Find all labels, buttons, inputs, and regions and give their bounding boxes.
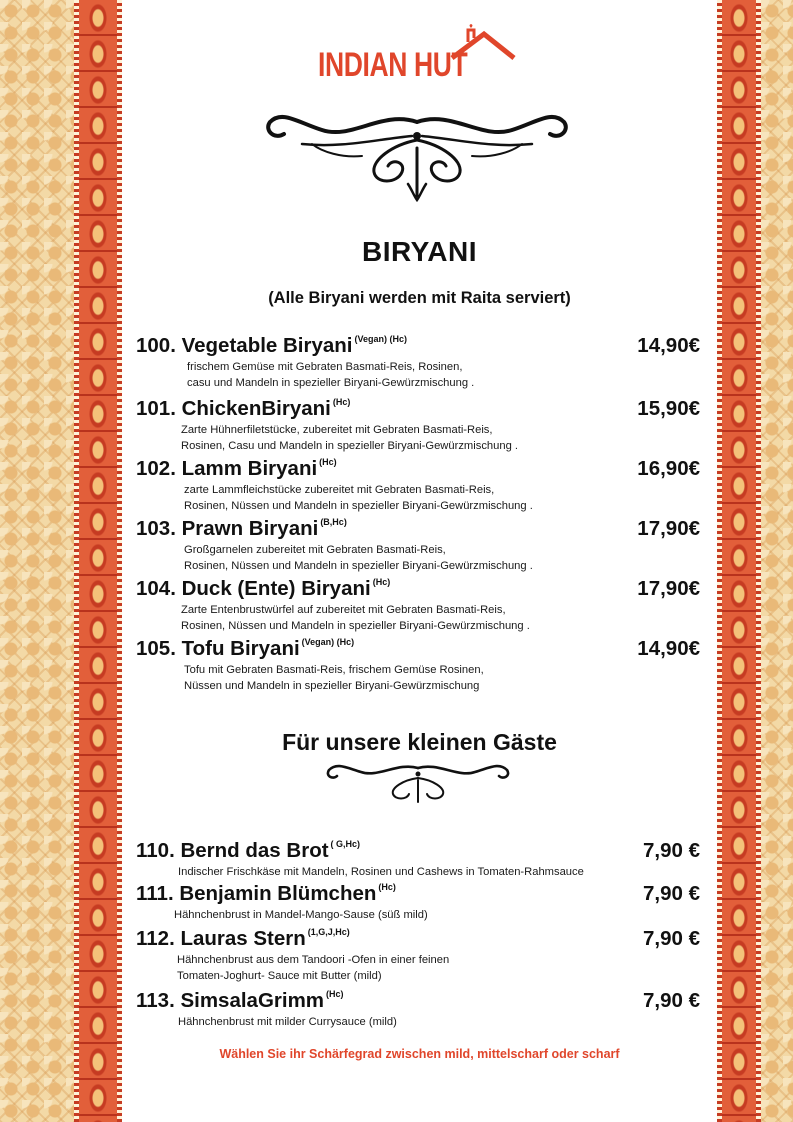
restaurant-logo (318, 24, 518, 94)
item-name: 104. Duck (Ente) Biryani (136, 577, 371, 600)
item-name: 100. Vegetable Biryani (136, 334, 353, 357)
item-description: Indischer Frischkäse mit Mandeln, Rosinen und Cashews in Tomaten-Rahmsauce (178, 866, 584, 878)
menu-item (136, 397, 700, 454)
item-description: Rosinen, Nüssen und Mandeln in spezieller Biryani-Gewürzmischung . (181, 620, 530, 632)
item-price: 14,90€ (637, 334, 700, 357)
allergen-tags: (Hc) (372, 577, 391, 587)
item-price: 7,90 € (643, 882, 700, 905)
allergen-tags: (Vegan) (Hc) (301, 637, 355, 647)
item-price: 17,90€ (637, 517, 700, 540)
item-name: 101. ChickenBiryani (136, 397, 331, 420)
item-price: 14,90€ (637, 637, 700, 660)
menu-item (136, 882, 700, 923)
menu-item (136, 577, 700, 634)
item-description: Rosinen, Nüssen und Mandeln in spezieller Biryani-Gewürzmischung . (184, 560, 533, 572)
allergen-tags: (Hc) (326, 989, 344, 999)
item-description: Zarte Hühnerfiletstücke, zubereitet mit Gebraten Basmati-Reis, (181, 424, 493, 436)
item-price: 16,90€ (637, 457, 700, 480)
item-name: 110. Bernd das Brot (136, 839, 329, 862)
item-name: 105. Tofu Biryani (136, 637, 300, 660)
allergen-tags: (Hc) (319, 457, 337, 467)
menu-item (136, 457, 700, 514)
item-description: Rosinen, Casu und Mandeln in spezieller Biryani-Gewürzmischung . (181, 440, 519, 452)
allergen-tags: (Hc) (332, 397, 351, 407)
menu-item (136, 637, 700, 694)
item-description: Rosinen, Nüssen und Mandeln in spezieller Biryani-Gewürzmischung . (184, 500, 533, 512)
item-description: Nüssen und Mandeln in spezieller Biryani-Gewürzmischung (184, 680, 480, 692)
kids-section-title: Für unsere kleinen Gäste (282, 729, 557, 755)
raita-note: (Alle Biryani werden mit Raita serviert) (268, 289, 571, 307)
item-name: 113. SimsalaGrimm (136, 989, 325, 1012)
item-name: 111. Benjamin Blümchen (136, 882, 377, 905)
menu-item (136, 334, 700, 391)
item-description: Hähnchenbrust mit milder Currysauce (mild) (178, 1016, 397, 1028)
item-price: 7,90 € (643, 927, 700, 950)
item-description: zarte Lammfleichstücke zubereitet mit Gebraten Basmati-Reis, (184, 484, 495, 496)
page-title: BIRYANI (361, 236, 477, 267)
item-description: casu und Mandeln in spezieller Biryani-Gewürzmischung . (187, 377, 475, 389)
item-name: 112. Lauras Stern (136, 927, 306, 950)
item-description: Hähnchenbrust in Mandel-Mango-Sause (süß mild) (174, 909, 428, 921)
item-price: 15,90€ (637, 397, 700, 420)
item-name: 102. Lamm Biryani (136, 457, 318, 480)
item-price: 7,90 € (643, 839, 700, 862)
logo-text: INDIAN HUT (318, 46, 468, 84)
menu-item (136, 839, 700, 880)
item-description: Tofu mit Gebraten Basmati-Reis, frischem Gemüse Rosinen, (184, 664, 484, 676)
allergen-tags: (Hc) (378, 882, 396, 892)
item-description: Zarte Entenbrustwürfel auf zubereitet mit Gebraten Basmati-Reis, (181, 604, 506, 616)
menu-item (136, 989, 700, 1030)
ornament-flourish-top (262, 100, 572, 210)
spice-level-note: Wählen Sie ihr Schärfegrad zwischen mild, mittelscharf oder scharf (219, 1047, 620, 1061)
menu-item (136, 927, 700, 984)
item-description: Hähnchenbrust aus dem Tandoori -Ofen in einer feinen (177, 954, 450, 966)
item-price: 7,90 € (643, 989, 700, 1012)
allergen-tags: (B,Hc) (320, 517, 347, 527)
menu-item (136, 517, 700, 574)
item-price: 17,90€ (637, 577, 700, 600)
ornament-flourish-small (323, 758, 513, 808)
allergen-tags: ( G,Hc) (330, 839, 361, 849)
hut-roof-icon (448, 24, 518, 64)
allergen-tags: (Vegan) (Hc) (354, 334, 408, 344)
allergen-tags: (1,G,J,Hc) (307, 927, 350, 937)
item-name: 103. Prawn Biryani (136, 517, 319, 540)
right-floral-band (717, 0, 761, 1122)
item-description: Großgarnelen zubereitet mit Gebraten Basmati-Reis, (184, 544, 446, 556)
item-description: Tomaten-Joghurt- Sauce mit Butter (mild) (177, 970, 382, 982)
left-floral-band (74, 0, 122, 1122)
item-description: frischem Gemüse mit Gebraten Basmati-Reis, Rosinen, (187, 361, 463, 373)
